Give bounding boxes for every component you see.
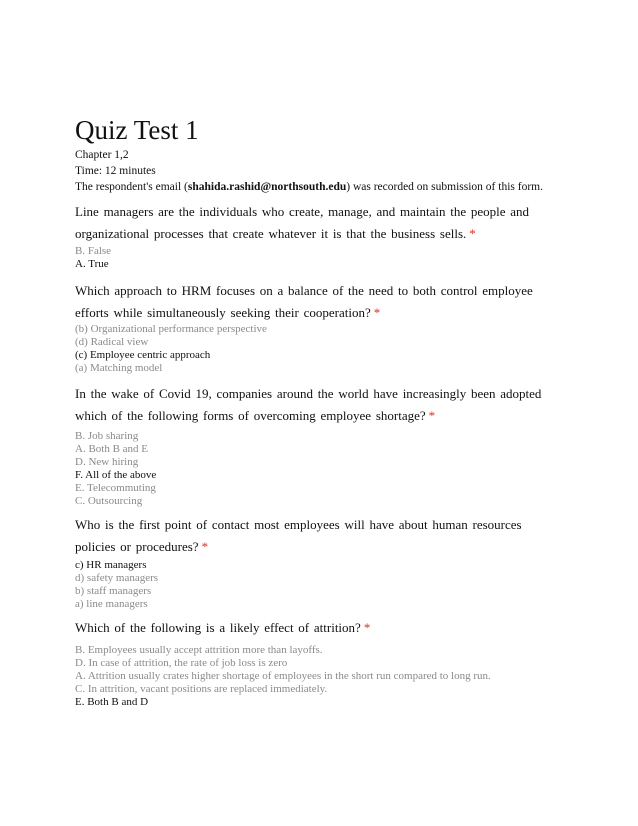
option: A. Both B and E [75, 443, 149, 455]
time-info: Time: 12 minutes [75, 165, 156, 177]
question-text: In the wake of Covid 19, companies around the world have increasingly been adopted which of the following forms of overcoming employee shortage? [75, 386, 542, 423]
chapter-info: Chapter 1,2 [75, 149, 129, 161]
question-2-text [75, 280, 565, 324]
selected-option: c) HR managers [75, 559, 147, 571]
selected-option: F. All of the above [75, 469, 157, 481]
selected-option: (c) Employee centric approach [75, 349, 211, 361]
question-text: Who is the first point of contact most employees will have about human resources policies or procedures? [75, 517, 522, 554]
required-marker: * [201, 539, 209, 554]
respondent-email: shahida.rashid@northsouth.edu [187, 181, 347, 193]
option: C. In attrition, vacant positions are replaced immediately. [75, 683, 328, 695]
option: b) staff managers [75, 585, 152, 597]
question-text: Which of the following is a likely effect of attrition? [75, 620, 361, 635]
option: B. False [75, 245, 112, 257]
option: E. Telecommuting [75, 482, 156, 494]
option: C. Outsourcing [75, 495, 143, 507]
required-marker: * [428, 408, 436, 423]
selected-option: A. True [75, 258, 109, 270]
question-1-text [75, 201, 565, 245]
option: (b) Organizational performance perspective [75, 323, 267, 335]
option: D. New hiring [75, 456, 139, 468]
option: a) line managers [75, 598, 148, 610]
option: D. In case of attrition, the rate of job loss is zero [75, 657, 288, 669]
question-3-options [75, 430, 565, 508]
question-5-text [75, 617, 565, 639]
option: B. Job sharing [75, 430, 139, 442]
email-notice [75, 179, 543, 195]
selected-option: E. Both B and D [75, 696, 149, 708]
question-4-text [75, 514, 565, 558]
option: (a) Matching model [75, 362, 163, 374]
required-marker: * [363, 620, 371, 635]
option: B. Employees usually accept attrition more than layoffs. [75, 644, 323, 656]
question-1-options [75, 245, 565, 271]
required-marker: * [373, 305, 381, 320]
email-notice-prefix: The respondent's email ( [75, 181, 188, 193]
option: A. Attrition usually crates higher shortage of employees in the short run compared to long run. [75, 670, 491, 682]
question-text: Line managers are the individuals who create, manage, and maintain the people and organizational processes that create whatever it is that the business sells. [75, 204, 530, 241]
question-3-text [75, 383, 565, 427]
question-text: Which approach to HRM focuses on a balance of the need to both control employee efforts while simultaneously seeking their cooperation? [75, 283, 533, 320]
option: (d) Radical view [75, 336, 149, 348]
option: d) safety managers [75, 572, 159, 584]
question-4-options [75, 559, 565, 611]
form-title: Quiz Test 1 [75, 115, 199, 145]
required-marker: * [469, 226, 476, 241]
question-2-options [75, 323, 565, 375]
question-5-options [75, 644, 565, 709]
email-notice-suffix: ) was recorded on submission of this form. [346, 181, 543, 193]
